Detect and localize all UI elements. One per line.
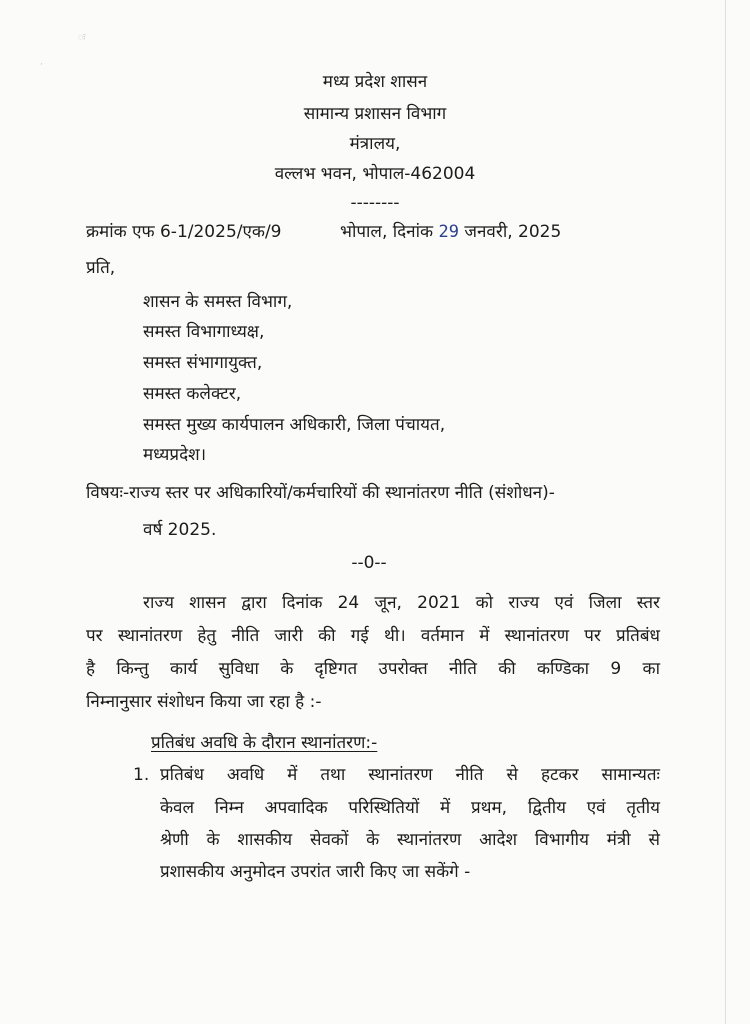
recipients-label: प्रति, (86, 258, 116, 278)
reference-number: क्रमांक एफ 6-1/2025/एक/9 (86, 222, 282, 242)
recipient-item: समस्त विभागाध्यक्ष, (143, 322, 265, 342)
point-line: प्रतिबंध अवधि में तथा स्थानांतरण नीति से हटकर सामान्यतः (160, 765, 660, 785)
header-department: सामान्य प्रशासन विभाग (303, 104, 447, 124)
recipient-item: शासन के समस्त विभाग, (143, 292, 293, 312)
header-ministry: मंत्रालय, (349, 134, 401, 154)
recipient-item: समस्त मुख्य कार्यपालन अधिकारी, जिला पंचायत, (143, 415, 446, 435)
body-line: राज्य शासन द्वारा दिनांक 24 जून, 2021 को राज्य एवं जिला स्तर (143, 593, 660, 613)
body-line: निम्नानुसार संशोधन किया जा रहा है :- (86, 692, 322, 712)
point-number: 1. (133, 765, 150, 785)
subject-line-continued: वर्ष 2025. (143, 520, 217, 540)
scan-speck: · (40, 60, 43, 70)
reference-date (340, 222, 561, 242)
section-heading: प्रतिबंध अवधि के दौरान स्थानांतरण:- (151, 733, 378, 753)
section-divider: --0-- (351, 553, 387, 573)
date-prefix: भोपाल, दिनांक (340, 222, 434, 242)
subject-line: विषयः-राज्य स्तर पर अधिकारियों/कर्मचारियों की स्थानांतरण नीति (संशोधन)- (86, 483, 555, 503)
recipient-item: समस्त कलेक्टर, (143, 384, 242, 404)
point-line: श्रेणी के शासकीय सेवकों के स्थानांतरण आदेश विभागीय मंत्री से (160, 830, 660, 850)
header-separator: -------- (350, 193, 400, 213)
body-line: है किन्तु कार्य सुविधा के दृष्टिगत उपरोक्त नीति की कण्डिका 9 का (86, 659, 660, 679)
recipient-item: समस्त संभागायुक्त, (143, 353, 263, 373)
scan-speck: ः (78, 33, 86, 43)
body-line: पर स्थानांतरण हेतु नीति जारी की गई थी। वर्तमान में स्थानांतरण पर प्रतिबंध (86, 626, 660, 646)
point-line: केवल निम्न अपवादिक परिस्थितियों में प्रथम, द्वितीय एवं तृतीय (160, 798, 660, 818)
point-line: प्रशासकीय अनुमोदन उपरांत जारी किए जा सकेंगे - (160, 862, 471, 882)
date-suffix: जनवरी, 2025 (464, 222, 562, 242)
date-day-handwritten: 29 (438, 222, 459, 242)
header-govt: मध्य प्रदेश शासन (322, 72, 428, 92)
recipient-item: मध्यप्रदेश। (143, 445, 207, 465)
header-address: वल्लभ भवन, भोपाल-462004 (274, 164, 476, 184)
